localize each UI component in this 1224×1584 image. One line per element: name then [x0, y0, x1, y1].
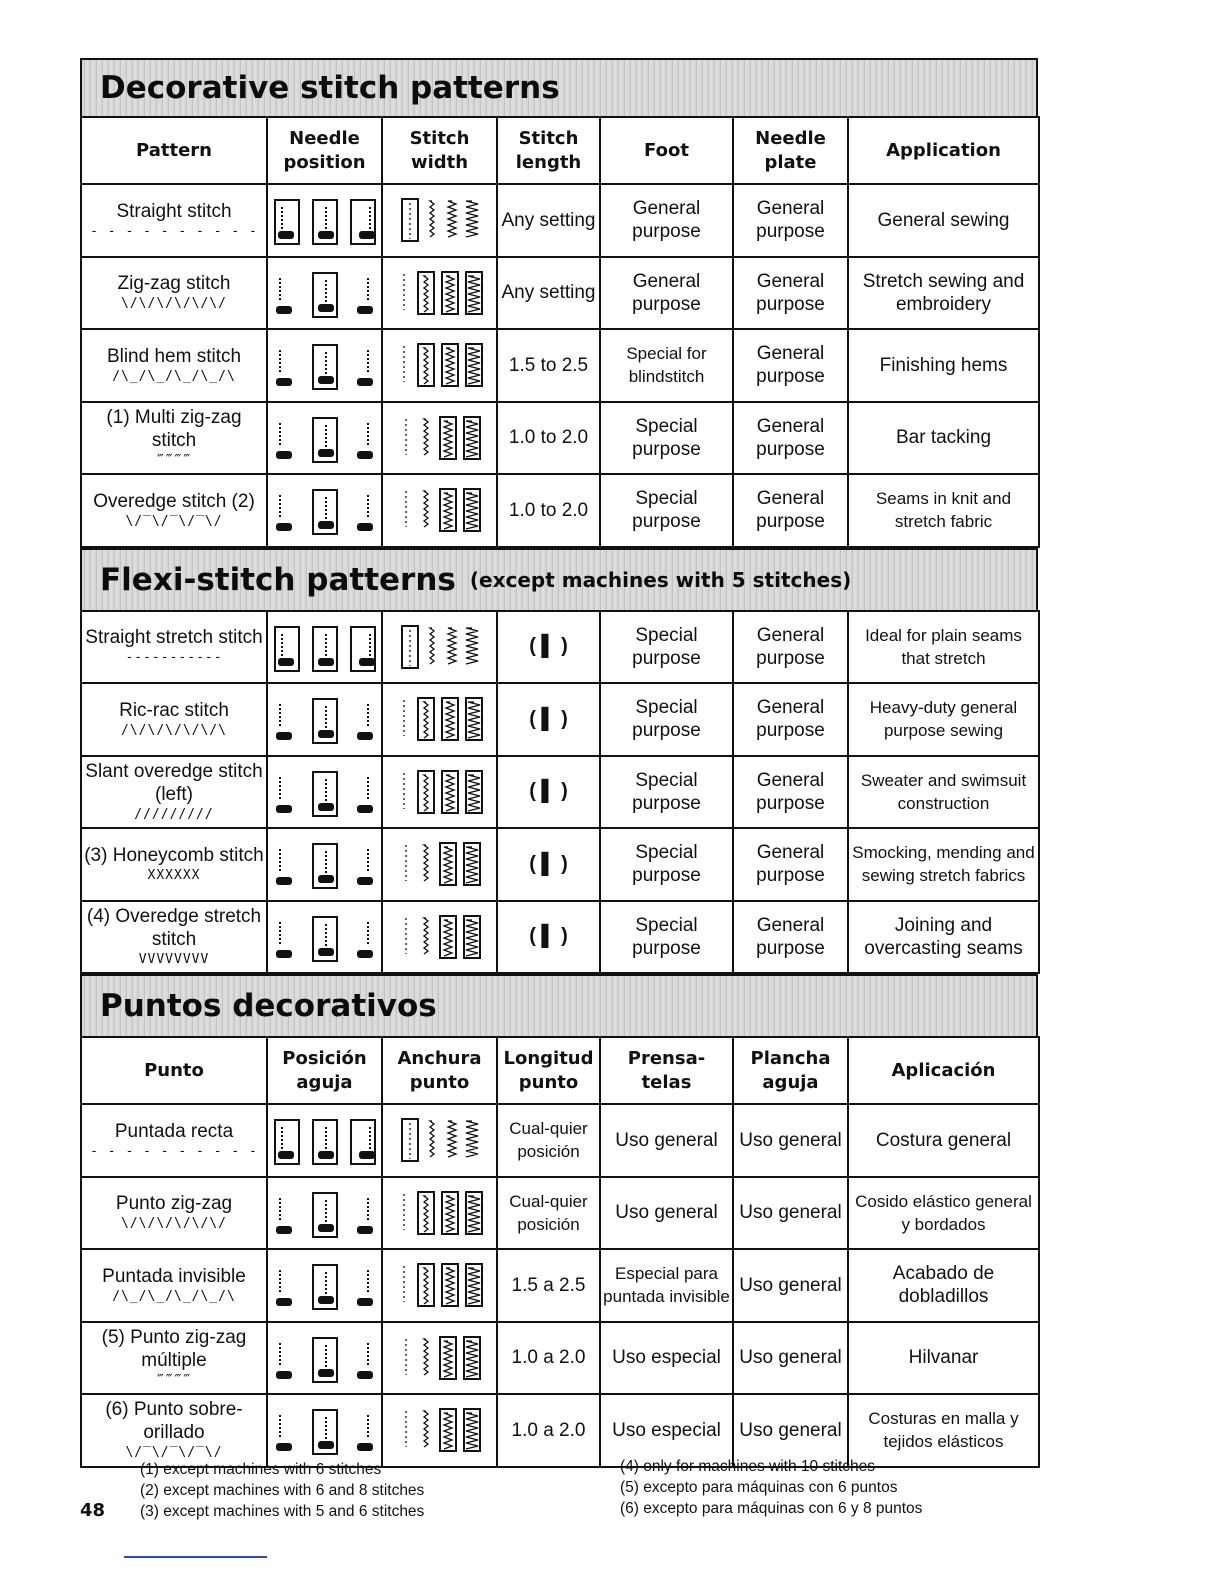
needle-position-icon	[270, 694, 379, 744]
column-header: Punto	[81, 1037, 267, 1104]
flexi-setting-symbol: ( ▌ )	[529, 780, 568, 803]
stitch-sample-glyph: \/\/\/\/\/\/	[121, 1216, 227, 1232]
column-header: Pattern	[81, 117, 267, 184]
stitch-length: 1.0 a 2.0	[511, 1347, 586, 1369]
needle-position-cell	[267, 901, 382, 974]
needle-position-cell	[267, 1249, 382, 1322]
foot-cell	[600, 402, 733, 475]
column-header: Needle position	[267, 117, 382, 184]
application-cell	[848, 1177, 1039, 1250]
column-header: Plancha aguja	[733, 1037, 848, 1104]
pattern-name: (1) Multi zig-zag stitch	[106, 406, 242, 451]
stitch-width-cell	[382, 1104, 497, 1177]
application-text: General sewing	[877, 209, 1010, 231]
stitch-length: Cual-quier posición	[509, 1191, 588, 1234]
column-header: Longitud punto	[497, 1037, 600, 1104]
stitch-width-icon	[385, 413, 494, 463]
foot-cell	[600, 257, 733, 330]
stitch-sample-glyph: - - - - - - - - - -	[90, 223, 258, 239]
stitch-width-icon	[385, 622, 494, 672]
foot-type: Special purpose	[632, 488, 701, 533]
footnote: (1) except machines with 6 stitches	[140, 1461, 382, 1478]
foot-cell	[600, 329, 733, 402]
table-row	[81, 611, 1039, 684]
flexi-setting-symbol: ( ▌ )	[529, 852, 568, 875]
decorative-stitch-table	[80, 116, 1040, 548]
pattern-name: Puntada recta	[114, 1120, 234, 1142]
needle-position-icon	[270, 912, 379, 962]
stitch-width-icon	[385, 340, 494, 390]
column-header: Stitch width	[382, 117, 497, 184]
foot-cell	[600, 683, 733, 756]
foot-cell	[600, 1177, 733, 1250]
application-cell	[848, 1249, 1039, 1322]
column-header: Anchura punto	[382, 1037, 497, 1104]
needle-plate-cell	[733, 683, 848, 756]
foot-type: General purpose	[632, 198, 701, 243]
needle-position-cell	[267, 1177, 382, 1250]
application-cell	[848, 184, 1039, 257]
table-row	[81, 756, 1039, 829]
foot-cell	[600, 756, 733, 829]
stitch-length: Any setting	[501, 209, 596, 231]
flexi-setting-symbol: ( ▌ )	[529, 635, 568, 658]
needle-position-icon	[270, 195, 379, 245]
stitch-length-cell	[497, 901, 600, 974]
stitch-length: 1.0 a 2.0	[511, 1419, 586, 1441]
table-row	[81, 184, 1039, 257]
stitch-sample-glyph: ‴‴‴‴	[156, 452, 192, 468]
needle-plate-type: General purpose	[756, 842, 825, 887]
foot-cell	[600, 611, 733, 684]
stitch-width-icon	[385, 1260, 494, 1310]
section-banner-flexi	[80, 548, 1038, 610]
pattern-cell	[81, 257, 267, 330]
pattern-cell	[81, 1104, 267, 1177]
stitch-length-cell	[497, 828, 600, 901]
stitch-width-icon	[385, 912, 494, 962]
stitch-sample-glyph: /\/\/\/\/\/\	[121, 722, 227, 738]
stitch-width-icon	[385, 268, 494, 318]
foot-type: General purpose	[632, 270, 701, 315]
needle-plate-type: General purpose	[756, 488, 825, 533]
column-header: Application	[848, 117, 1039, 184]
needle-position-icon	[270, 340, 379, 390]
stitch-width-icon	[385, 1405, 494, 1455]
footnote: (6) excepto para máquinas con 6 y 8 puntos	[620, 1500, 923, 1517]
needle-position-icon	[270, 1333, 379, 1383]
section-subtitle: (except machines with 5 stitches)	[469, 567, 852, 592]
stitch-length-cell	[497, 402, 600, 475]
needle-plate-cell	[733, 184, 848, 257]
application-text: Acabado de dobladillos	[892, 1263, 995, 1308]
application-cell	[848, 611, 1039, 684]
foot-cell	[600, 1249, 733, 1322]
application-cell	[848, 756, 1039, 829]
needle-plate-cell	[733, 1322, 848, 1395]
pattern-cell	[81, 756, 267, 829]
needle-position-cell	[267, 1322, 382, 1395]
pattern-cell	[81, 901, 267, 974]
needle-position-icon	[270, 1115, 379, 1165]
pattern-name: (5) Punto zig-zag múltiple	[101, 1326, 247, 1371]
stitch-width-icon	[385, 767, 494, 817]
application-text: Costura general	[875, 1129, 1012, 1151]
application-cell	[848, 1104, 1039, 1177]
stitch-width-cell	[382, 683, 497, 756]
foot-type: Special purpose	[632, 842, 701, 887]
section-banner-decorative	[80, 58, 1038, 116]
application-cell	[848, 402, 1039, 475]
needle-plate-cell	[733, 1249, 848, 1322]
pattern-cell	[81, 184, 267, 257]
flexi-stitch-table	[80, 610, 1040, 975]
needle-position-icon	[270, 1405, 379, 1455]
column-header: Needle plate	[733, 117, 848, 184]
link-underline	[124, 1556, 267, 1558]
needle-plate-cell	[733, 756, 848, 829]
needle-plate-type: Uso general	[739, 1274, 842, 1296]
needle-position-cell	[267, 1104, 382, 1177]
table-header-row	[81, 117, 1039, 184]
application-cell	[848, 683, 1039, 756]
foot-type: Special for blindstitch	[626, 344, 707, 387]
needle-position-icon	[270, 268, 379, 318]
needle-plate-type: General purpose	[756, 914, 825, 959]
foot-cell	[600, 474, 733, 547]
table-row	[81, 1177, 1039, 1250]
stitch-width-cell	[382, 402, 497, 475]
foot-cell	[600, 1322, 733, 1395]
foot-type: Uso general	[615, 1202, 718, 1224]
puntos-decorativos-table	[80, 1036, 1040, 1468]
needle-position-cell	[267, 683, 382, 756]
needle-plate-type: General purpose	[756, 769, 825, 814]
section-title: Decorative stitch patterns	[100, 70, 560, 106]
stitch-length-cell	[497, 184, 600, 257]
stitch-length: 1.5 a 2.5	[511, 1274, 586, 1296]
application-cell	[848, 901, 1039, 974]
pattern-cell	[81, 1177, 267, 1250]
foot-type: Especial para puntada invisible	[603, 1264, 730, 1307]
application-text: Ideal for plain seams that stretch	[865, 625, 1022, 668]
stitch-sample-glyph: /\_/\_/\_/\_/\	[112, 368, 236, 384]
application-cell	[848, 329, 1039, 402]
stitch-sample-glyph: /////////	[134, 806, 214, 822]
stitch-width-icon	[385, 485, 494, 535]
application-text: Seams in knit and stretch fabric	[875, 489, 1012, 532]
application-text: Finishing hems	[879, 354, 1008, 376]
stitch-length-cell	[497, 329, 600, 402]
flexi-setting-symbol: ( ▌ )	[529, 707, 568, 730]
table-row	[81, 474, 1039, 547]
needle-plate-cell	[733, 901, 848, 974]
stitch-sample-glyph: XXXXXX	[147, 867, 201, 883]
section-banner-puntos	[80, 974, 1038, 1036]
needle-plate-cell	[733, 611, 848, 684]
column-header: Prensa-telas	[600, 1037, 733, 1104]
foot-type: Special purpose	[632, 624, 701, 669]
stitch-width-cell	[382, 1249, 497, 1322]
stitch-width-icon	[385, 1188, 494, 1238]
needle-plate-type: General purpose	[756, 270, 825, 315]
needle-plate-type: General purpose	[756, 697, 825, 742]
needle-position-cell	[267, 474, 382, 547]
column-header: Aplicación	[848, 1037, 1039, 1104]
needle-plate-type: General purpose	[756, 624, 825, 669]
needle-plate-type: Uso general	[739, 1419, 842, 1441]
needle-plate-cell	[733, 474, 848, 547]
stitch-length-cell	[497, 611, 600, 684]
stitch-width-cell	[382, 1394, 497, 1467]
foot-cell	[600, 901, 733, 974]
stitch-length: 1.0 to 2.0	[508, 427, 589, 449]
application-cell	[848, 257, 1039, 330]
pattern-cell	[81, 474, 267, 547]
footnote: (4) only for machines with 10 stitches	[620, 1458, 875, 1475]
application-text: Hilvanar	[908, 1347, 979, 1369]
footnote: (5) excepto para máquinas con 6 puntos	[620, 1479, 898, 1496]
page-number: 48	[80, 1500, 106, 1521]
needle-plate-type: General purpose	[756, 343, 825, 388]
stitch-width-cell	[382, 474, 497, 547]
stitch-length-cell	[497, 756, 600, 829]
table-row	[81, 901, 1039, 974]
needle-position-cell	[267, 257, 382, 330]
stitch-length-cell	[497, 1322, 600, 1395]
foot-type: Special purpose	[632, 769, 701, 814]
stitch-sample-glyph: \/‾\/‾\/‾\/	[125, 1445, 223, 1461]
foot-type: Uso especial	[612, 1419, 721, 1441]
stitch-width-cell	[382, 1322, 497, 1395]
stitch-width-cell	[382, 257, 497, 330]
pattern-name: Puntada invisible	[102, 1265, 246, 1287]
footnote: (3) except machines with 5 and 6 stitches	[140, 1503, 425, 1520]
application-text: Stretch sewing and embroidery	[862, 270, 1025, 315]
stitch-length-cell	[497, 257, 600, 330]
table-row	[81, 828, 1039, 901]
table-row	[81, 1322, 1039, 1395]
table-row	[81, 329, 1039, 402]
needle-plate-type: General purpose	[756, 415, 825, 460]
pattern-cell	[81, 1249, 267, 1322]
foot-cell	[600, 184, 733, 257]
section-title: Flexi-stitch patterns	[100, 561, 456, 598]
application-text: Joining and overcasting seams	[864, 914, 1023, 959]
column-header: Foot	[600, 117, 733, 184]
stitch-length: Cual-quier posición	[509, 1119, 588, 1162]
stitch-width-icon	[385, 195, 494, 245]
needle-plate-cell	[733, 329, 848, 402]
foot-cell	[600, 828, 733, 901]
stitch-chart	[80, 58, 1038, 1468]
stitch-sample-glyph: VVVVVVVV	[138, 951, 210, 967]
table-row	[81, 683, 1039, 756]
stitch-sample-glyph: -----------	[125, 650, 223, 666]
needle-plate-cell	[733, 257, 848, 330]
table-row	[81, 1249, 1039, 1322]
stitch-width-cell	[382, 901, 497, 974]
foot-type: Special purpose	[632, 415, 701, 460]
needle-position-icon	[270, 485, 379, 535]
stitch-length-cell	[497, 1104, 600, 1177]
stitch-sample-glyph: /\_/\_/\_/\_/\	[112, 1288, 236, 1304]
stitch-width-cell	[382, 184, 497, 257]
table-row	[81, 402, 1039, 475]
application-cell	[848, 1322, 1039, 1395]
stitch-sample-glyph: - - - - - - - - - -	[90, 1143, 258, 1159]
needle-position-cell	[267, 402, 382, 475]
needle-position-cell	[267, 329, 382, 402]
foot-type: Special purpose	[632, 697, 701, 742]
footnotes-left	[140, 1459, 424, 1522]
pattern-name: (6) Punto sobre-orillado	[105, 1399, 243, 1444]
pattern-name: Ric-rac stitch	[119, 699, 229, 721]
needle-plate-type: General purpose	[756, 198, 825, 243]
stitch-width-icon	[385, 694, 494, 744]
needle-position-cell	[267, 611, 382, 684]
pattern-cell	[81, 1394, 267, 1467]
stitch-length-cell	[497, 1394, 600, 1467]
needle-plate-type: Uso general	[739, 1202, 842, 1224]
column-header: Stitch length	[497, 117, 600, 184]
column-header: Posición aguja	[267, 1037, 382, 1104]
pattern-name: Overedge stitch (2)	[93, 490, 255, 512]
table-header-row	[81, 1037, 1039, 1104]
pattern-name: Blind hem stitch	[106, 345, 242, 367]
stitch-length: Any setting	[501, 282, 596, 304]
stitch-width-cell	[382, 611, 497, 684]
stitch-width-icon	[385, 1333, 494, 1383]
needle-plate-type: Uso general	[739, 1129, 842, 1151]
stitch-width-cell	[382, 828, 497, 901]
needle-position-cell	[267, 1394, 382, 1467]
needle-position-icon	[270, 767, 379, 817]
needle-position-icon	[270, 413, 379, 463]
foot-cell	[600, 1104, 733, 1177]
needle-plate-cell	[733, 1104, 848, 1177]
pattern-name: Straight stretch stitch	[85, 627, 263, 649]
application-text: Heavy-duty general purpose sewing	[869, 698, 1018, 741]
pattern-cell	[81, 828, 267, 901]
stitch-width-icon	[385, 1115, 494, 1165]
foot-type: Uso especial	[612, 1347, 721, 1369]
application-text: Bar tacking	[895, 427, 992, 449]
pattern-cell	[81, 611, 267, 684]
section-title: Puntos decorativos	[100, 988, 437, 1024]
table-row	[81, 257, 1039, 330]
pattern-cell	[81, 329, 267, 402]
flexi-setting-symbol: ( ▌ )	[529, 925, 568, 948]
stitch-sample-glyph: \/‾\/‾\/‾\/	[125, 513, 223, 529]
pattern-cell	[81, 1322, 267, 1395]
needle-plate-type: Uso general	[739, 1347, 842, 1369]
stitch-length-cell	[497, 683, 600, 756]
needle-position-cell	[267, 828, 382, 901]
pattern-name: (3) Honeycomb stitch	[84, 844, 264, 866]
pattern-name: Slant overedge stitch (left)	[85, 760, 263, 805]
stitch-length: 1.0 to 2.0	[508, 499, 589, 521]
stitch-sample-glyph: ‴‴‴‴	[156, 1372, 192, 1388]
stitch-length-cell	[497, 474, 600, 547]
stitch-length-cell	[497, 1249, 600, 1322]
needle-position-icon	[270, 622, 379, 672]
needle-position-cell	[267, 756, 382, 829]
pattern-name: (4) Overedge stretch stitch	[86, 905, 262, 950]
pattern-name: Punto zig-zag	[115, 1193, 233, 1215]
pattern-name: Zig-zag stitch	[117, 273, 231, 295]
stitch-width-cell	[382, 329, 497, 402]
foot-type: Uso general	[615, 1129, 718, 1151]
needle-position-cell	[267, 184, 382, 257]
foot-type: Special purpose	[632, 914, 701, 959]
application-text: Smocking, mending and sewing stretch fabrics	[852, 843, 1035, 886]
stitch-width-cell	[382, 1177, 497, 1250]
stitch-width-cell	[382, 756, 497, 829]
stitch-sample-glyph: \/\/\/\/\/\/	[121, 296, 227, 312]
needle-position-icon	[270, 839, 379, 889]
needle-plate-cell	[733, 828, 848, 901]
footnote: (2) except machines with 6 and 8 stitches	[140, 1482, 425, 1499]
pattern-name: Straight stitch	[116, 200, 232, 222]
application-cell	[848, 474, 1039, 547]
stitch-length: 1.5 to 2.5	[508, 354, 589, 376]
needle-plate-cell	[733, 402, 848, 475]
application-cell	[848, 828, 1039, 901]
pattern-cell	[81, 402, 267, 475]
application-text: Costuras en malla y tejidos elásticos	[868, 1409, 1019, 1452]
needle-position-icon	[270, 1260, 379, 1310]
footnotes-right	[620, 1456, 922, 1519]
stitch-width-icon	[385, 839, 494, 889]
application-text: Sweater and swimsuit construction	[860, 770, 1027, 813]
table-row	[81, 1104, 1039, 1177]
application-text: Cosido elástico general y bordados	[855, 1191, 1032, 1234]
pattern-cell	[81, 683, 267, 756]
needle-plate-cell	[733, 1177, 848, 1250]
stitch-length-cell	[497, 1177, 600, 1250]
needle-position-icon	[270, 1188, 379, 1238]
